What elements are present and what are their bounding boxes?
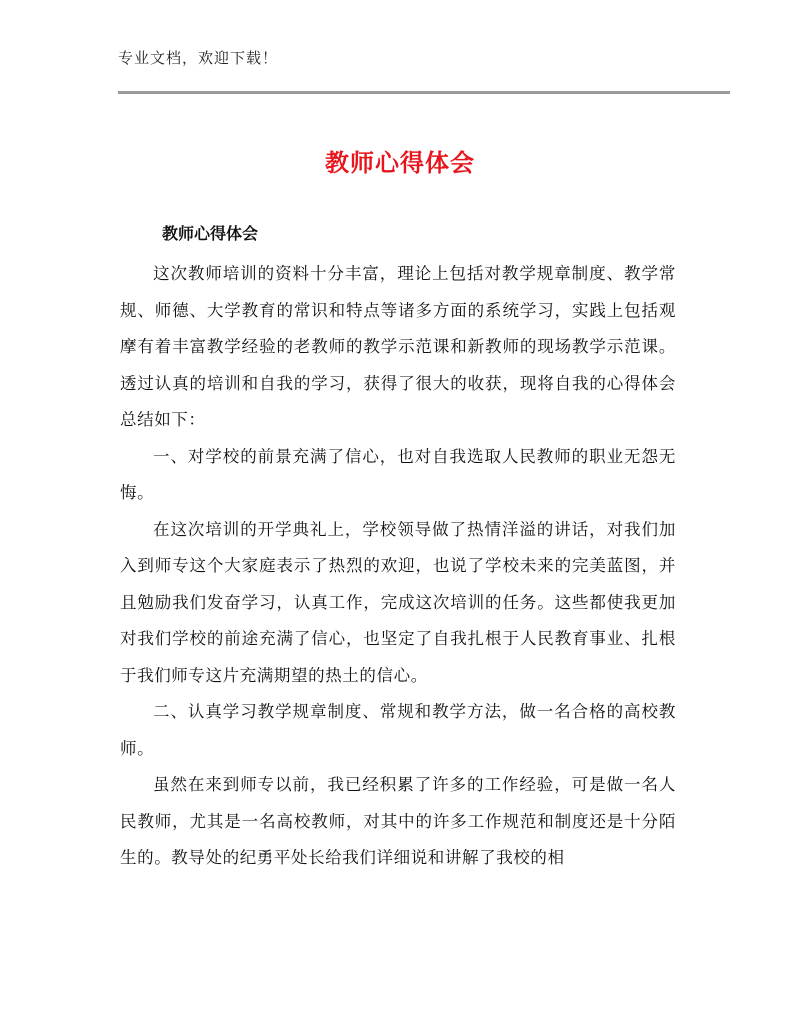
paragraph: 在这次培训的开学典礼上，学校领导做了热情洋溢的讲话，对我们加入到师专这个大家庭表示了热烈的欢迎，也说了学校未来的完美蓝图，并且勉励我们发奋学习，认真工作，完成这次培训的任务。这些都使我更加对我们学校的前途充满了信心，也坚定了自我扎根于人民教育事业、扎根于我们师专这片充满期望的热土的信心。	[120, 519, 676, 685]
document-subtitle: 教师心得体会	[162, 224, 259, 243]
paragraph: 二、认真学习教学规章制度、常规和教学方法，做一名合格的高校教师。	[120, 702, 676, 758]
paragraph: 虽然在来到师专以前，我已经积累了许多的工作经验，可是做一名人民教师，尤其是一名高校教师，对其中的许多工作规范和制度还是十分陌生的。教导处的纪勇平处长给我们详细说和讲解了我校的相	[120, 775, 676, 867]
paragraph: 一、对学校的前景充满了信心，也对自我选取人民教师的职业无怨无悔。	[120, 446, 676, 502]
page-header-text: 专业文档，欢迎下载！	[118, 49, 279, 67]
header-divider	[118, 91, 730, 94]
paragraph: 这次教师培训的资料十分丰富，理论上包括对教学规章制度、教学常规、师德、大学教育的常识和特点等诸多方面的系统学习，实践上包括观摩有着丰富教学经验的老教师的教学示范课和新教师的现场教学示范课。透过认真的培训和自我的学习，获得了很大的收获，现将自我的心得体会总结如下：	[120, 264, 676, 429]
document-body	[120, 256, 676, 877]
document-title: 教师心得体会	[325, 149, 475, 177]
